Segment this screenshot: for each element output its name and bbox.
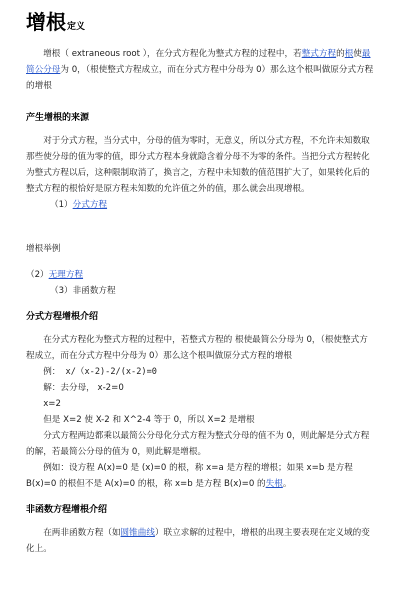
example2-text: 。	[282, 479, 292, 489]
article-title	[26, 10, 376, 34]
item-prefix: （1）	[50, 200, 73, 210]
definition-text: 为 0，（根使整式方程成立，而在分式方程中分母为 0）那么这个根叫做原分式方程的增根	[26, 65, 374, 91]
link-root[interactable]: 根	[344, 49, 354, 59]
list-item	[26, 267, 376, 283]
link-irrational-equation[interactable]: 无理方程	[48, 270, 84, 280]
result-line: x=2	[43, 399, 61, 409]
link-integral-equation[interactable]: 整式方程	[301, 49, 337, 59]
nonfunction-text: ）联立求解的过程中，增根的出现主要表现在定义域的变化上。	[26, 528, 370, 554]
examples-label: 增根举例	[26, 244, 61, 254]
source-paragraph: 对于分式方程，当分式中，分母的值为零时，无意义，所以分式方程，不允许未知数取那些使分母的值为零的值，即分式方程本身就隐含着分母不为零的条件。当把分式方程转化为整式方程以后，这种限制取消了，换言之，方程中未知数的值范围扩大了，如果转化后的整式方程的根恰好是原方程未知数的允许值之外的值，那么就会出现增根。	[26, 136, 370, 194]
nonfunction-paragraph	[26, 525, 376, 557]
link-fraction-equation[interactable]: 分式方程	[72, 200, 108, 210]
title-subtitle: 定义	[67, 22, 86, 32]
list-item	[26, 197, 376, 213]
definition-text: 增根（ extraneous root ），在分式方程化为整式方程的过程中，若	[43, 49, 302, 59]
conclusion-line: 但是 X=2 使 X-2 和 X^2-4 等于 0，所以 X=2 是增根	[43, 415, 255, 425]
note-paragraph: 分式方程两边都乘以最简公分母化分式方程为整式分母的值不为 0，则此解是分式方程的解，若最简公分母的值为 0，则此解是增根。	[26, 431, 370, 457]
example-line: 例： x/（x-2)-2/(x-2)=0	[43, 367, 157, 377]
link-conic-curve[interactable]: 圆锥曲线	[120, 528, 155, 538]
heading-fraction: 分式方程增根介绍	[26, 312, 99, 322]
definition-text: 的	[336, 49, 345, 59]
page-title: 增根	[26, 10, 66, 34]
heading-nonfunction: 非函数方程增根介绍	[26, 505, 108, 515]
fraction-paragraph: 在分式方程化为整式方程的过程中，若整式方程的 根使最简公分母为 0，（根使整式方程成立，而在分式方程中分母为 0）那么这个根叫做原分式方程的增根	[26, 335, 368, 361]
example2-paragraph	[26, 460, 376, 492]
heading-source: 产生增根的来源	[26, 113, 90, 123]
list-item: （3）非函数方程	[50, 286, 116, 296]
link-lost-root[interactable]: 失根	[265, 479, 283, 489]
example2-text: 例如：设方程 A(x)=0 是 (x)=0 的根，称 x=a 是方程的增根；如果 x=b 是方程 B(x)=0 的根但不是 A(x)=0 的根，称 x=b 是方程 B(x)=0 的	[26, 463, 353, 489]
definition-paragraph	[26, 46, 376, 94]
solution-line: 解：去分母， x-2=0	[43, 383, 124, 393]
definition-text: 使	[353, 49, 362, 59]
item-prefix: （2）	[26, 270, 49, 280]
nonfunction-text: 在两非函数方程（如	[43, 528, 121, 538]
link-lcd[interactable]: 最简公分母	[26, 49, 371, 75]
